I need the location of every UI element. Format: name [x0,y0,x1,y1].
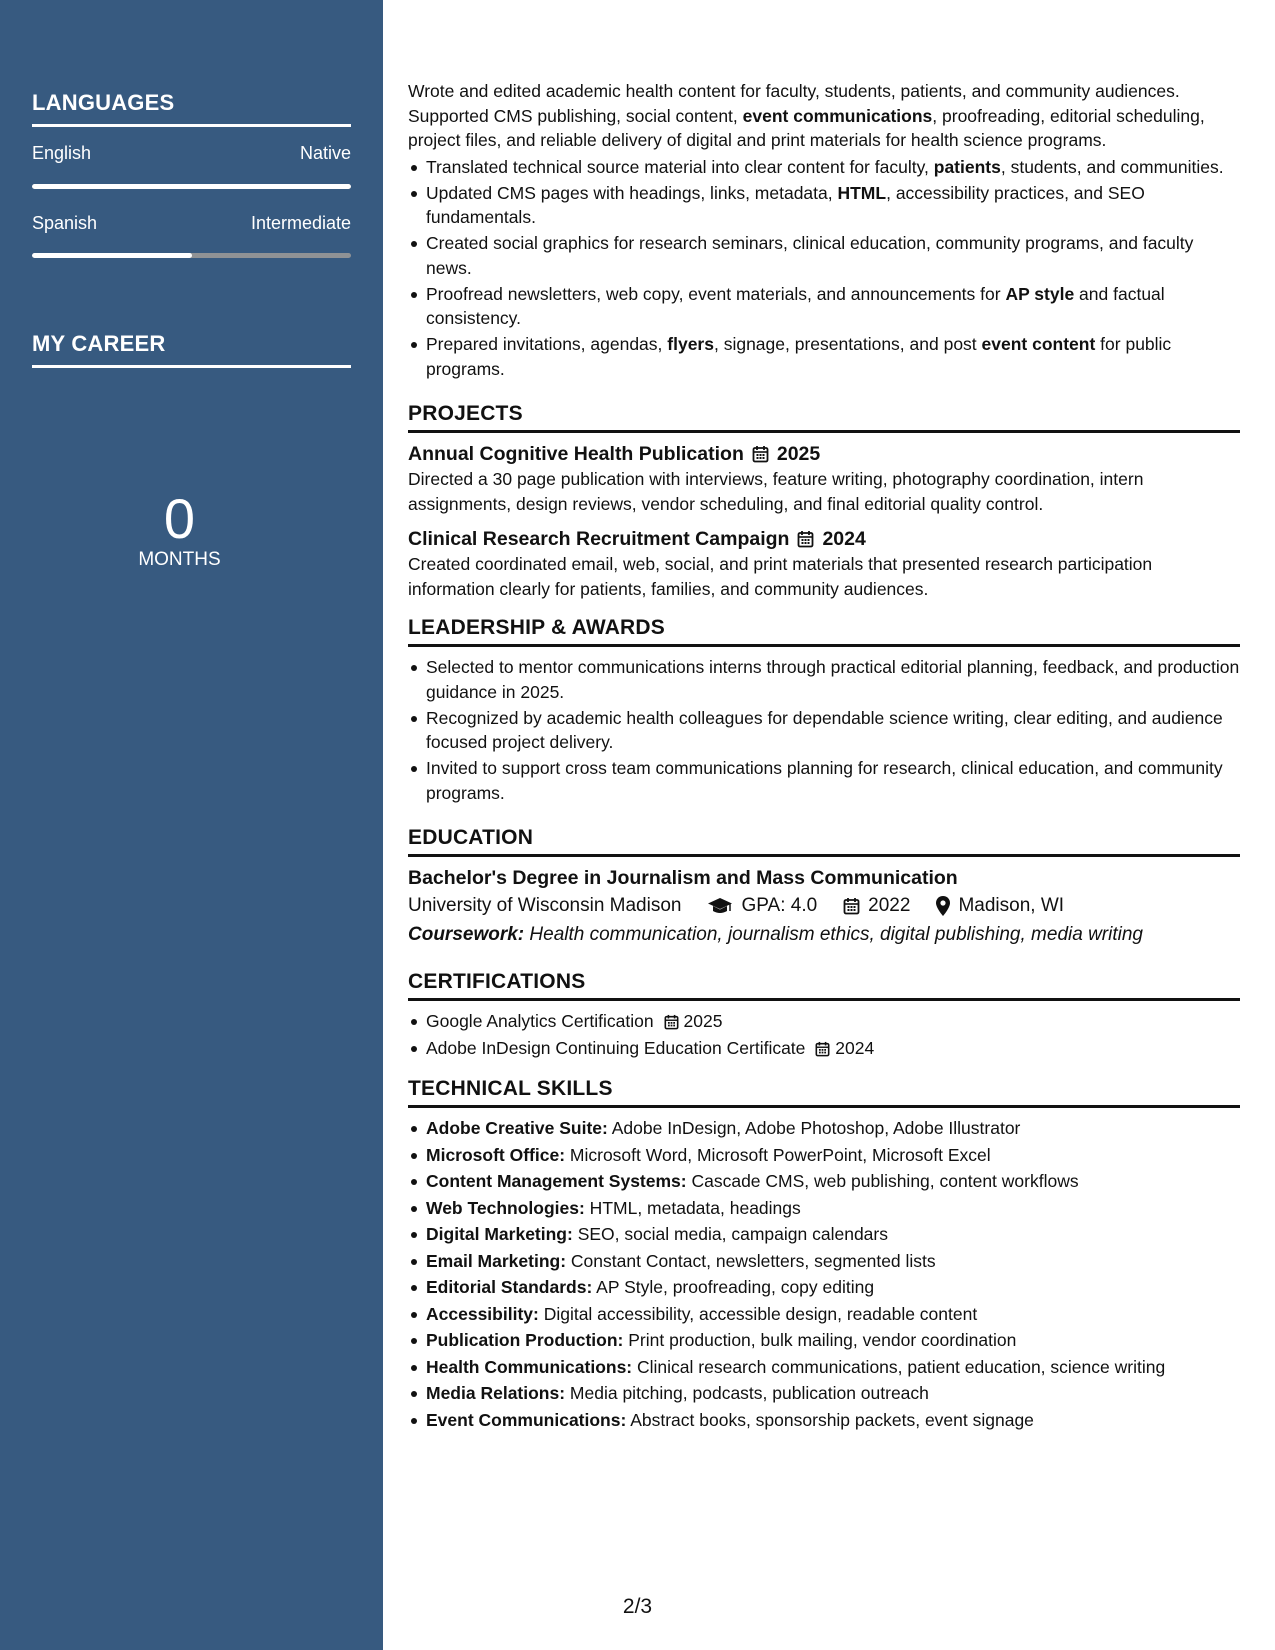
calendar-icon [752,445,769,463]
skill-item [408,1116,1240,1141]
leadership-list [408,655,1240,805]
education-heading: EDUCATION [408,825,1240,857]
project-description: Created coordinated email, web, social, and print materials that presented research participation information clearly for patients, families, and community audiences. [408,554,1153,599]
calendar-icon [843,897,860,915]
main-content [408,79,1240,1434]
skill-item [408,1302,1240,1327]
list-item [408,282,1240,331]
language-bar-english [32,184,351,189]
graduation-cap-icon [707,897,733,915]
skill-label: Media Relations: [426,1383,566,1403]
language-name: Spanish [32,213,98,233]
list-item: Selected to mentor communications interns through practical editorial planning, feedback, and production guidance in 2025. [408,655,1240,704]
skill-label: Event Communications: [426,1409,627,1430]
language-level: Native [299,143,351,163]
skill-value: Media pitching, podcasts, publication outreach [565,1383,929,1403]
emphasis-text: flyers [667,334,714,354]
language-bar-spanish [32,253,351,258]
list-item [408,155,1240,180]
emphasis-text: AP style [1005,283,1075,304]
skill-label: Editorial Standards: [426,1277,593,1297]
skill-label: Web Technologies: [426,1197,585,1218]
skill-label: Health Communications: [426,1356,633,1377]
skill-item [408,1328,1240,1353]
skill-item [408,1222,1240,1247]
project-year: 2025 [776,443,821,465]
skill-value: Cascade CMS, web publishing, content workflows [686,1171,1079,1191]
project-title: Clinical Research Recruitment Campaign [408,528,790,550]
career-months-unit: MONTHS [138,549,221,570]
list-item [408,1009,1240,1034]
skill-item [408,1355,1240,1380]
skill-item [408,1275,1240,1300]
skill-item [408,1408,1240,1433]
experience-summary [408,79,1240,153]
language-bar-fill [32,184,351,189]
project-item [408,441,1240,516]
text-run: and factual consistency. [426,283,1165,328]
skills-heading: TECHNICAL SKILLS [408,1076,1240,1108]
coursework-label: Coursework: [408,924,525,945]
skill-value: HTML, metadata, headings [584,1197,801,1218]
text-run: Wrote and edited academic health content for faculty, students, patients, and community audiences. Supported CMS publishing, social content, [408,81,1180,126]
sidebar [0,0,383,1650]
languages-heading: LANGUAGES [32,90,351,127]
skills-list [408,1116,1240,1432]
certification-name: Adobe InDesign Continuing Education Certificate [426,1037,806,1058]
language-row-english [32,143,351,164]
text-run: , proofreading, editorial scheduling, project files, and reliable delivery of digital and print materials for health science programs. [408,105,1205,150]
skill-value: Clinical research communications, patient education, science writing [632,1356,1166,1377]
language-row-spanish [32,213,351,234]
skill-label: Content Management Systems: [426,1171,687,1191]
coursework [408,921,1240,949]
skill-label: Publication Production: [426,1330,624,1350]
skill-value: Adobe InDesign, Adobe Photoshop, Adobe Illustrator [607,1118,1021,1138]
certifications-heading: CERTIFICATIONS [408,969,1240,1001]
certification-year: 2025 [683,1011,723,1031]
calendar-icon [797,530,814,548]
career-heading: MY CAREER [32,331,351,368]
project-item [408,526,1240,601]
skill-item [408,1381,1240,1406]
skill-label: Microsoft Office: [426,1144,566,1165]
skill-value: Print production, bulk mailing, vendor coordination [623,1330,1017,1350]
career-months-value: 0 [163,487,196,550]
education-details [408,891,1240,921]
project-title: Annual Cognitive Health Publication [408,443,744,465]
emphasis-text: patients [933,156,1001,177]
text-run: for public programs. [426,334,1172,379]
page-number: 2/3 [622,1595,653,1618]
language-level: Intermediate [250,213,351,233]
experience-bullets [408,155,1240,382]
language-bar-fill [32,253,192,258]
skill-item [408,1169,1240,1194]
degree-title: Bachelor's Degree in Journalism and Mass Communication [408,867,958,889]
skill-label: Email Marketing: [426,1250,567,1271]
leadership-heading: LEADERSHIP & AWARDS [408,615,1240,647]
skill-value: Microsoft Word, Microsoft PowerPoint, Microsoft Excel [565,1144,991,1165]
certification-year: 2024 [835,1037,875,1058]
location-pin-icon [936,896,950,916]
school-name: University of Wisconsin Madison [408,895,682,916]
text-run: Prepared invitations, agendas, [426,334,668,354]
skill-label: Adobe Creative Suite: [426,1118,608,1138]
text-run: , students, and communities. [1000,156,1224,177]
skill-value: SEO, social media, campaign calendars [572,1224,888,1244]
skill-item [408,1143,1240,1168]
list-item: Invited to support cross team communications planning for research, clinical education, and community programs. [408,756,1240,805]
text-run: Proofread newsletters, web copy, event materials, and announcements for [426,283,1006,304]
text-run: Created social graphics for research seminars, clinical education, community programs, and faculty news. [426,233,1194,278]
project-description: Directed a 30 page publication with interviews, feature writing, photography coordination, intern assignments, design reviews, vendor scheduling, and final editorial quality control. [408,469,1144,514]
project-year: 2024 [822,528,866,550]
certification-name: Google Analytics Certification [426,1011,654,1031]
projects-heading: PROJECTS [408,401,1240,433]
list-item [408,332,1240,381]
skill-label: Accessibility: [426,1303,539,1324]
list-item [408,1036,1240,1061]
skill-value: AP Style, proofreading, copy editing [592,1277,875,1297]
list-item [408,231,1240,280]
list-item [408,181,1240,230]
emphasis-text: HTML [837,182,887,203]
gpa: GPA: 4.0 [741,895,818,916]
language-name: English [32,143,92,163]
list-item: Recognized by academic health colleagues for dependable science writing, clear editing, and audience focused project delivery. [408,706,1240,755]
education-location: Madison, WI [958,895,1065,916]
text-run: , accessibility practices, and SEO fundamentals. [426,182,1145,227]
skill-value: Digital accessibility, accessible design, readable content [538,1303,978,1324]
calendar-icon [815,1041,830,1057]
text-run: Translated technical source material into clear content for faculty, [426,156,934,177]
text-run: , signage, presentations, and post [713,334,982,354]
skill-item [408,1196,1240,1221]
graduation-year: 2022 [868,895,911,916]
skill-item [408,1249,1240,1274]
skill-value: Constant Contact, newsletters, segmented lists [566,1250,936,1271]
emphasis-text: event content [981,334,1096,354]
calendar-icon [664,1014,679,1030]
text-run: Updated CMS pages with headings, links, metadata, [426,182,838,203]
skill-value: Abstract books, sponsorship packets, event signage [626,1409,1034,1430]
certifications-list [408,1009,1240,1060]
skill-label: Digital Marketing: [426,1224,573,1244]
emphasis-text: event communications [742,105,933,126]
coursework-value: Health communication, journalism ethics, digital publishing, media writing [524,924,1143,945]
